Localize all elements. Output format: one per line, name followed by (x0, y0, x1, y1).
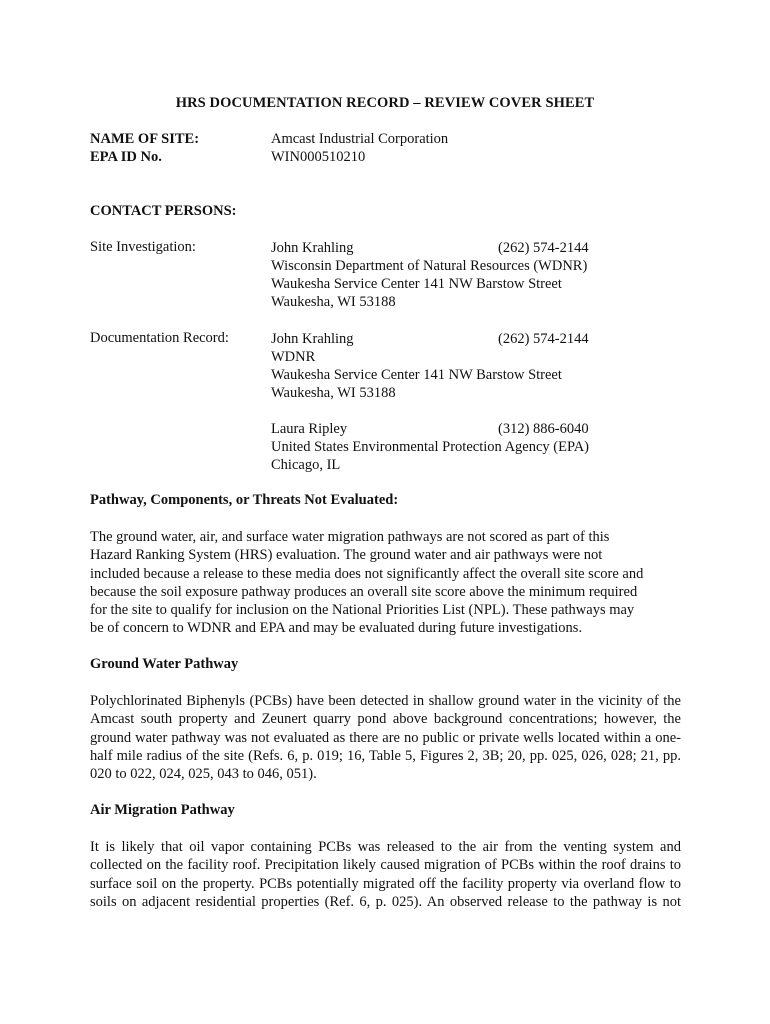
paragraph-line: half mile radius of the site (Refs. 6, p. 019; 16, Table 5, Figures 2, 3B; 20, pp. 025, 026, 028; 21, pp. (90, 747, 681, 764)
contact-org: United States Environmental Protection Agency (EPA) (271, 439, 590, 455)
ground-water-paragraph (90, 692, 681, 783)
air-migration-paragraph (90, 838, 681, 911)
page-title: HRS DOCUMENTATION RECORD – REVIEW COVER SHEET (175, 95, 595, 111)
contact-phone: (262) 574-2144 (498, 240, 589, 256)
paragraph-line: soils on adjacent residential properties (Ref. 6, p. 025). An observed release to the pathway is not (90, 893, 681, 910)
contact-address-1: Chicago, IL (271, 457, 341, 473)
contact-address-2: Waukesha, WI 53188 (271, 385, 396, 401)
paragraph-line: be of concern to WDNR and EPA and may be evaluated during future investigations. (90, 620, 583, 637)
contact-persons-heading: CONTACT PERSONS: (90, 203, 237, 219)
paragraph-line: Amcast south property and Zeunert quarry pond above background concentrations; however, the (90, 711, 681, 728)
paragraph-line: The ground water, air, and surface water migration pathways are not scored as part of this (90, 529, 610, 545)
contact-phone: (262) 574-2144 (498, 331, 589, 347)
site-investigation-contact (271, 239, 691, 311)
paragraph-line: It is likely that oil vapor containing PCBs was released to the air from the venting system and (90, 839, 681, 855)
paragraph-line: 020 to 022, 024, 025, 043 to 046, 051). (90, 766, 317, 783)
not-evaluated-paragraph (90, 528, 681, 638)
site-name-value: Amcast Industrial Corporation (271, 131, 449, 147)
site-name-label: NAME OF SITE: (90, 131, 200, 147)
epa-id-label: EPA ID No. (90, 149, 162, 165)
not-evaluated-heading: Pathway, Components, or Threats Not Evaluated: (90, 492, 399, 508)
contact-address-2: Waukesha, WI 53188 (271, 294, 396, 310)
contact-name: John Krahling (271, 331, 354, 347)
contact-name: Laura Ripley (271, 421, 348, 437)
epa-id-value: WIN000510210 (271, 149, 366, 165)
contact-org: Wisconsin Department of Natural Resources (WDNR) (271, 258, 588, 274)
contact-address-1: Waukesha Service Center 141 NW Barstow Street (271, 367, 562, 383)
documentation-record-label: Documentation Record: (90, 330, 229, 346)
documentation-record-contact-2 (271, 420, 691, 474)
contact-phone: (312) 886-6040 (498, 421, 589, 437)
contact-address-1: Waukesha Service Center 141 NW Barstow Street (271, 276, 562, 292)
contact-name: John Krahling (271, 240, 354, 256)
paragraph-line: collected on the facility roof. Precipitation likely caused migration of PCBs within the roof drains to (90, 857, 681, 874)
ground-water-heading: Ground Water Pathway (90, 656, 239, 672)
site-info (90, 130, 690, 166)
paragraph-line: Polychlorinated Biphenyls (PCBs) have been detected in shallow ground water in the vicinity of the (90, 693, 681, 709)
paragraph-line: ground water pathway was not evaluated as there are no public or private wells located within a one- (90, 729, 681, 746)
paragraph-line: Hazard Ranking System (HRS) evaluation. The ground water and air pathways were not (90, 547, 603, 564)
site-investigation-label: Site Investigation: (90, 239, 196, 255)
paragraph-line: for the site to qualify for inclusion on the National Priorities List (NPL). These pathways may (90, 602, 635, 619)
paragraph-line: because the soil exposure pathway produces an overall site score above the minimum required (90, 583, 638, 600)
paragraph-line: included because a release to these media does not significantly affect the overall site score and (90, 565, 644, 582)
air-migration-heading: Air Migration Pathway (90, 802, 235, 818)
contact-org: WDNR (271, 349, 316, 365)
paragraph-line: surface soil on the property. PCBs potentially migrated off the facility property via overland flow to (90, 875, 681, 892)
documentation-record-contact-1 (271, 330, 691, 402)
